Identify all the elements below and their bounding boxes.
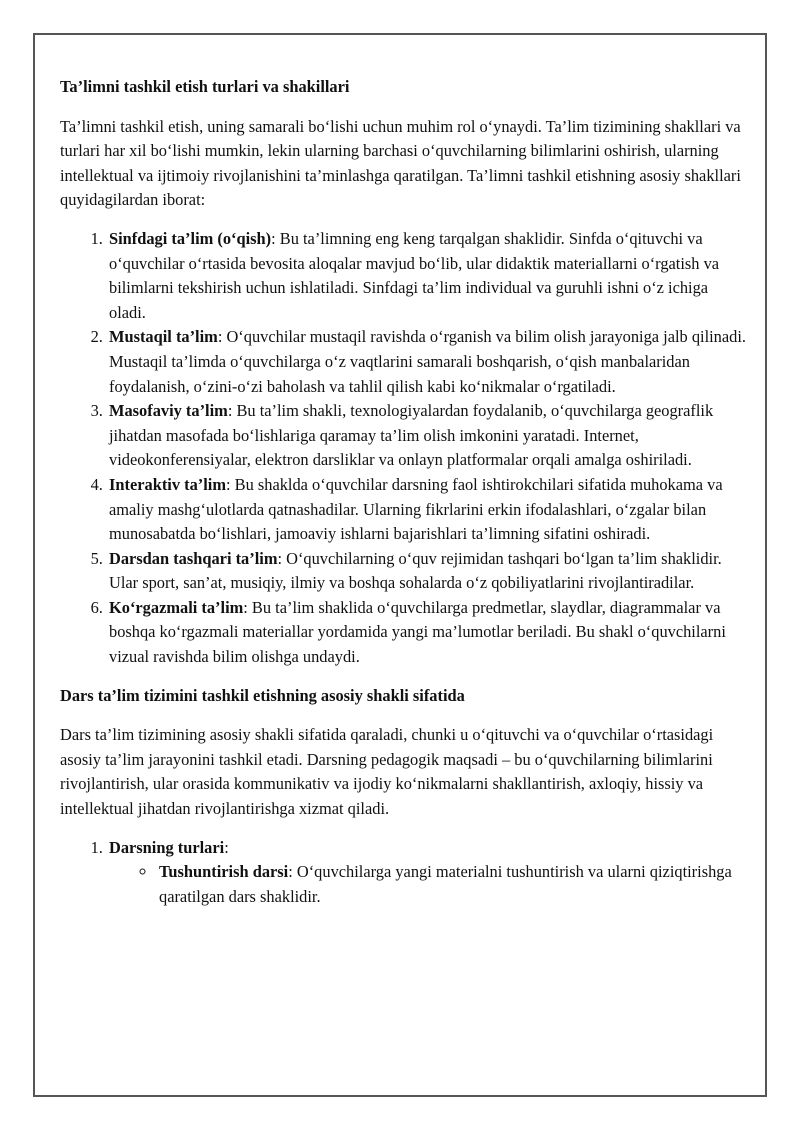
list-item-term: Sinfdagi ta’lim (o‘qish) [109, 228, 272, 248]
list-item-text: : Bu shaklda o‘quvchilar darsning faol ishtirokchilari sifatida muhokama va amaliy mashg‘ulotlarda qatnashadilar. Ularning fikrlarini erkin ifodalashlari, o‘zgalar bilan munosabatda bo‘lishlari, jamoaviy ishlarni bajarishlari ta’limning sifatini oshiradi. [109, 474, 723, 544]
document-page [33, 33, 767, 1097]
list-item-text: : O‘quvchilarning o‘quv rejimidan tashqari bo‘lgan ta’lim shaklidir. Ular sport, san’at, musiqiy, ilmiy va boshqa sohalarda o‘z qobiliyatlarini rivojlantiradilar. [109, 548, 722, 593]
sub-list-item [157, 860, 748, 909]
sub-list-item-text: : O‘quvchilarga yangi materialni tushuntirish va ularni qiziqtirishga qaratilgan dars shaklidir. [159, 862, 732, 906]
list-item-term: Mustaqil ta’lim [109, 327, 218, 347]
list-item-term: Masofaviy ta’lim [109, 401, 228, 421]
sub-list [109, 860, 748, 909]
intro-paragraph: Ta’limni tashkil etish, uning samarali bo‘lishi uchun muhim rol o‘ynaydi. Ta’lim tizimining shakllari va turlari har xil bo‘lishi mumkin, lekin ularning barchasi o‘quvchilarning bilimlarini oshirish, ularning intellektual va ijtimoiy rivojlanishini ta’minlashga qaratilgan. Ta’limni tashkil etishning asosiy shakllari quyidagilardan iborat: [60, 116, 741, 210]
list-item [107, 227, 748, 325]
intro-paragraph: Dars ta’lim tizimining asosiy shakli sifatida qaraladi, chunki u o‘qituvchi va o‘quvchilar o‘rtasidagi asosiy ta’lim jarayonini tashkil etadi. Darsning pedagogik maqsadi – bu o‘quvchilarning bilimlarini rivojlantirish, ular orasida kommunikativ va ijodiy ko‘nikmalarni shakllantirish, axloqiy, hissiy va intellektual jihatdan rivojlantirishga xizmat qiladi. [60, 725, 714, 819]
list-item-text: : Bu ta’lim shakli, texnologiyalardan foydalanib, o‘quvchilarga geograflik jihatdan masofada bo‘lishlariga qaramay ta’lim olish imkonini yaratadi. Internet, videokonferensiyalar, elektron darsliklar va onlayn platformalar orqali amalga oshiriladi. [109, 401, 714, 470]
section-title: Dars ta’lim tizimini tashkil etishning asosiy shakli sifatida [60, 685, 465, 705]
list-item-term: Interaktiv ta’lim [109, 474, 226, 494]
list-item [107, 547, 748, 596]
list-item [107, 596, 748, 670]
document-content [60, 75, 748, 923]
list-item-term: Ko‘rgazmali ta’lim [109, 597, 244, 617]
list-item-text: : Bu ta’limning eng keng tarqalgan shaklidir. Sinfda o‘qituvchi va o‘quvchilar o‘rtasida bevosita aloqalar mavjud bo‘lib, ular didaktik materiallarni o‘rgatish va bilimlarni tekshirish uchun ishlatiladi. Sinfdagi ta’lim individual va guruhli ishni o‘z ichiga oladi. [109, 228, 720, 322]
forms-list [60, 227, 748, 670]
list-item-term: Darsdan tashqari ta’lim [109, 548, 278, 568]
list-item-suffix: : [224, 837, 229, 857]
list-item [107, 399, 748, 473]
list-item-text: : O‘quvchilar mustaqil ravishda o‘rganish va bilim olish jarayoniga jalb qilinadi. Mustaqil ta’limda o‘quvchilarga o‘z vaqtlarini samarali boshqarish, o‘qish manbalaridan foydalanish, o‘zini-o‘zi baholash va tahlil qilish kabi ko‘nikmalar o‘rgatiladi. [109, 327, 747, 396]
list-item [107, 325, 748, 399]
list-item [107, 473, 748, 547]
sub-list-item-term: Tushuntirish darsi [159, 862, 289, 882]
list-item-text: : Bu ta’lim shaklida o‘quvchilarga predmetlar, slaydlar, diagrammalar va boshqa ko‘rgazmali materiallar yordamida yangi ma’lumotlar beriladi. Bu shakl o‘quvchilarni vizual ravishda bilim olishga undaydi. [109, 597, 726, 667]
list-item [107, 836, 748, 910]
section-title: Ta’limni tashkil etish turlari va shakillari [60, 77, 350, 96]
lesson-types-list [60, 836, 748, 910]
list-item-term: Darsning turlari [109, 837, 225, 857]
